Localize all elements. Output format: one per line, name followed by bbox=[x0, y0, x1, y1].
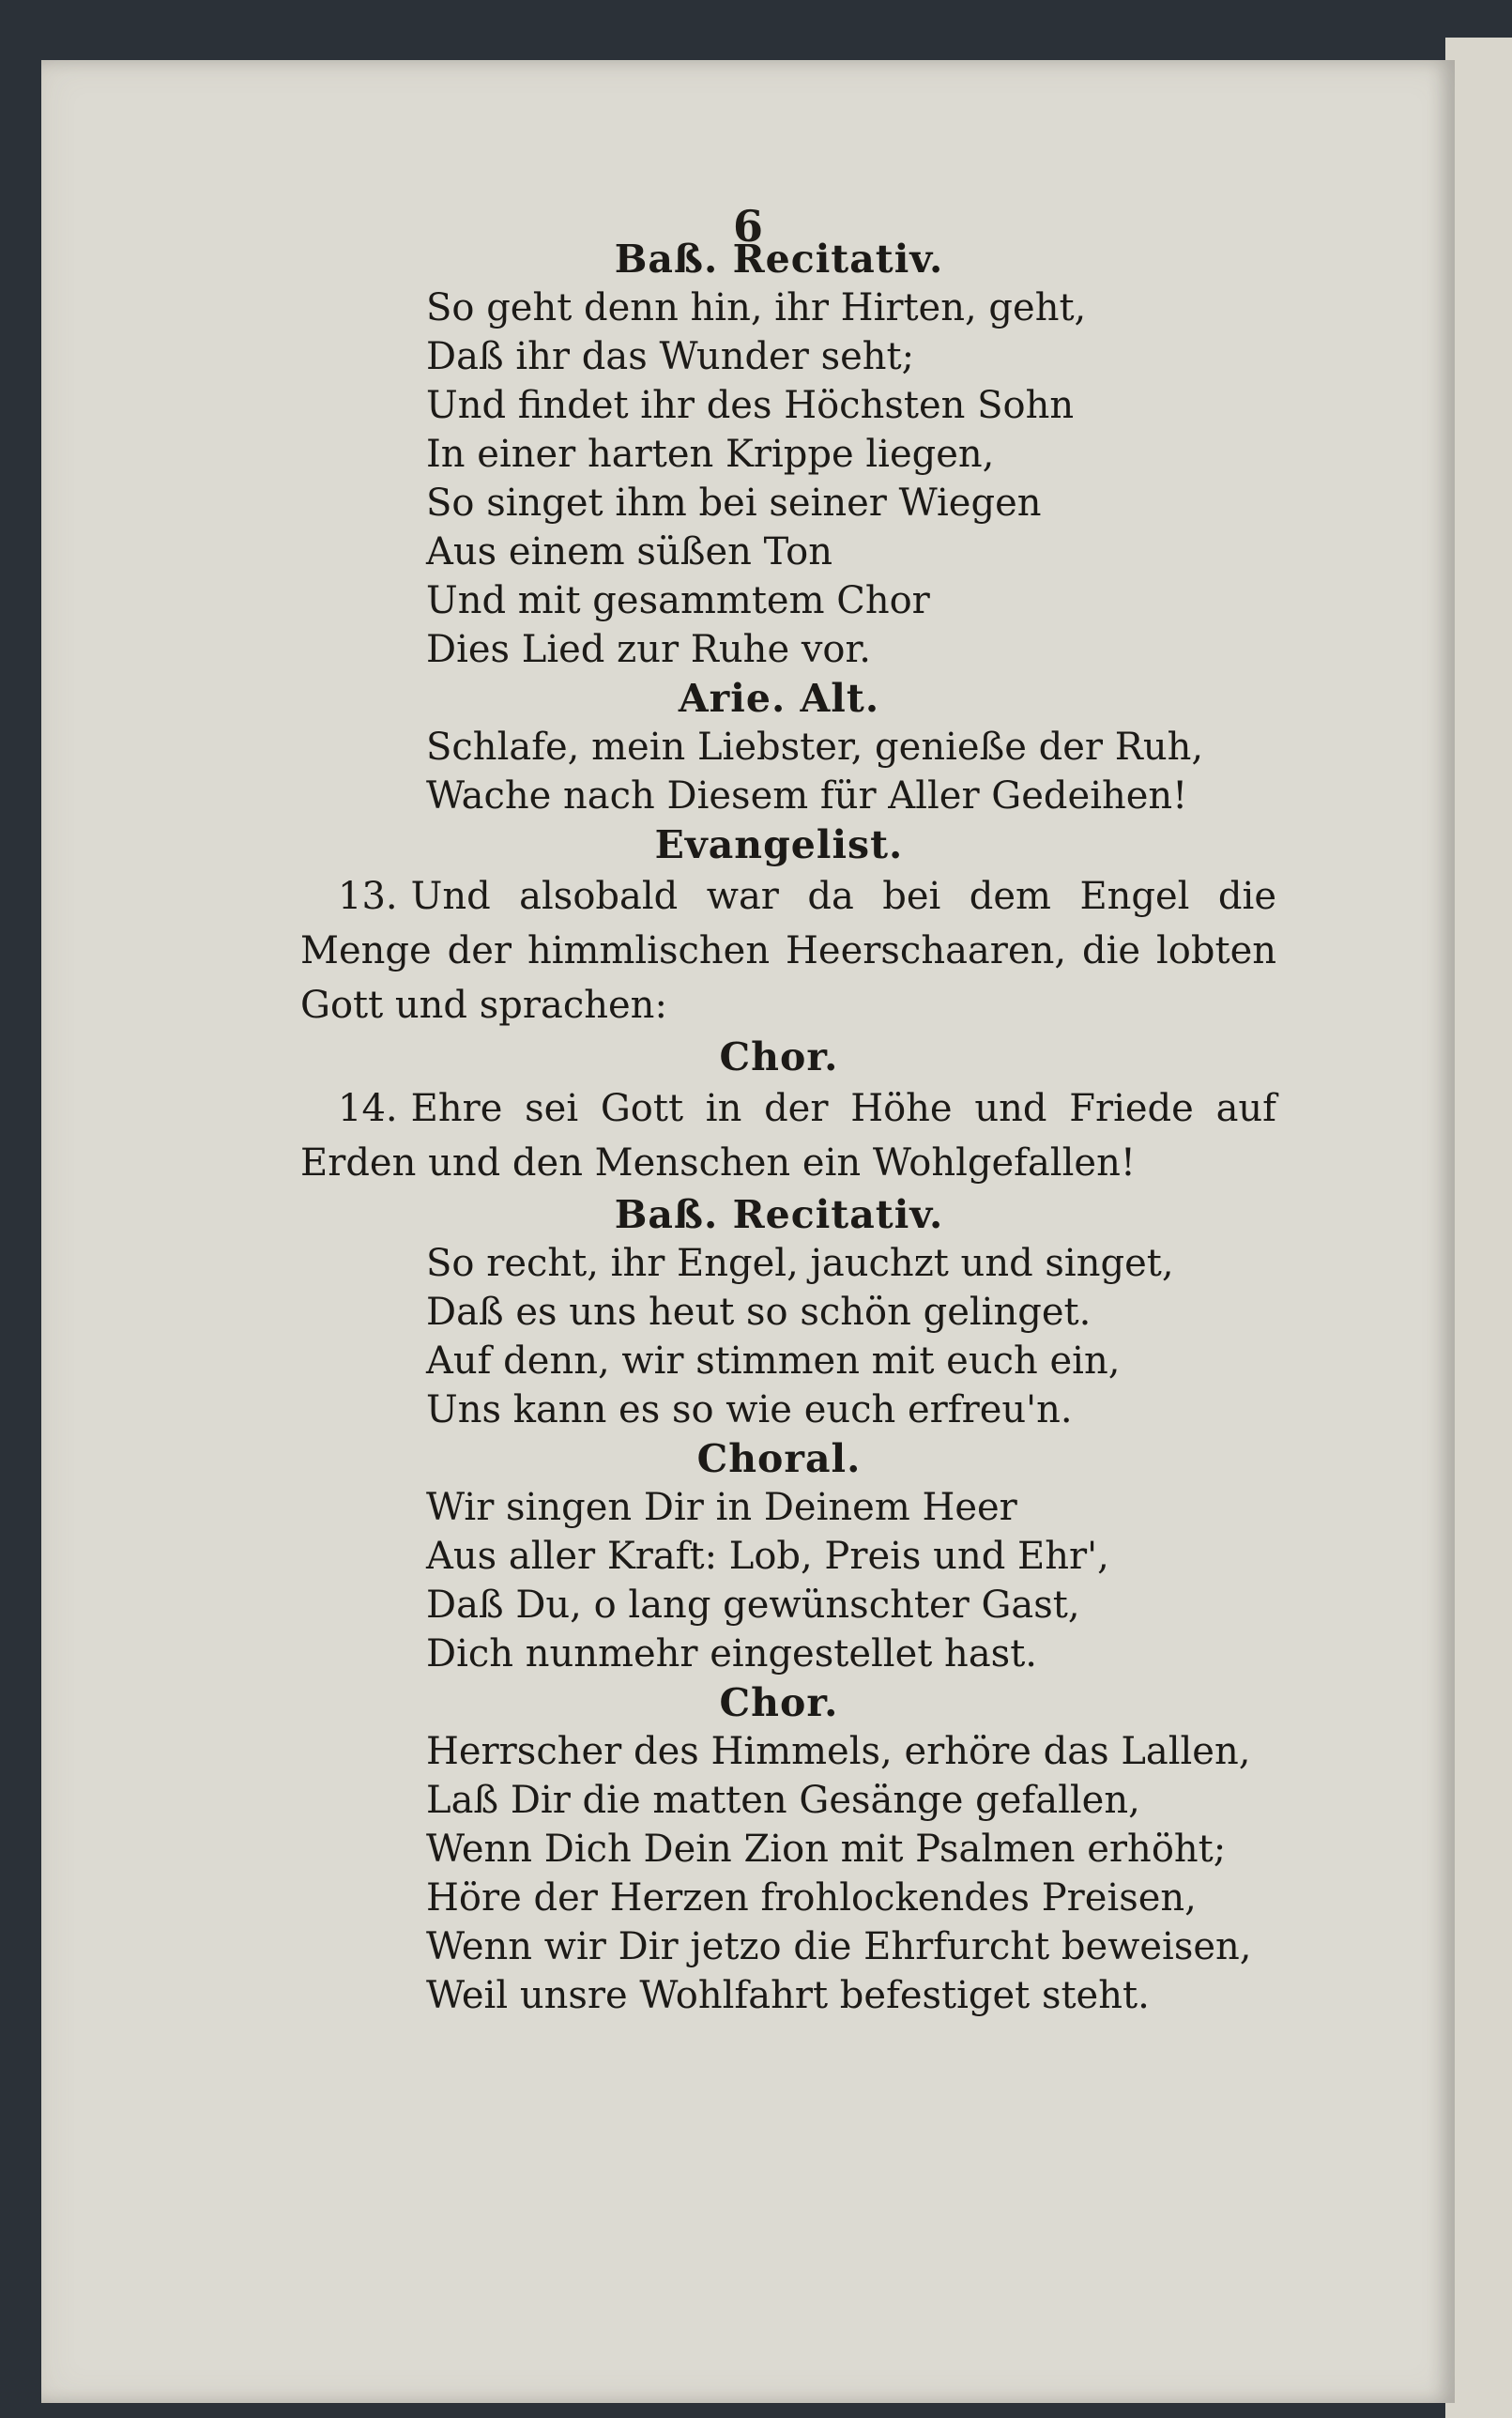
page-number: 6 bbox=[732, 201, 763, 252]
section-heading-bass-recitativ: Baß. Recitativ. bbox=[614, 237, 944, 282]
verse-line: Laß Dir die matten Gesänge gefallen, bbox=[426, 1779, 1140, 1822]
facing-page-edge bbox=[1445, 38, 1512, 2418]
verse-line: Weil unsre Wohlfahrt befestiget steht. bbox=[426, 1974, 1150, 2017]
section-heading-chor-2: Chor. bbox=[719, 1680, 839, 1725]
paragraph-number: 13. bbox=[338, 875, 398, 918]
section-heading-evangelist: Evangelist. bbox=[654, 822, 904, 867]
verse-line: Aus einem süßen Ton bbox=[426, 530, 833, 574]
verse-line: So recht, ihr Engel, jauchzt und singet, bbox=[426, 1242, 1174, 1285]
verse-line: Wenn Dich Dein Zion mit Psalmen erhöht; bbox=[426, 1828, 1227, 1871]
verse-line: Herrscher des Himmels, erhöre das Lallen, bbox=[426, 1730, 1251, 1773]
section-heading-choral: Choral. bbox=[696, 1436, 862, 1481]
verse-line: Und mit gesammtem Chor bbox=[426, 579, 930, 622]
verse-line: Daß ihr das Wunder seht; bbox=[426, 335, 915, 378]
verse-line: Daß Du, o lang gewünschter Gast, bbox=[426, 1584, 1080, 1627]
page-content bbox=[263, 235, 1295, 2020]
paragraph-text: Und alsobald war da bei dem Engel die Menge der himmlischen Heerschaaren, die lobten Gott und sprachen: bbox=[300, 875, 1276, 1027]
verse-line: Dich nunmehr eingestellet hast. bbox=[426, 1632, 1037, 1676]
paragraph-text: Ehre sei Gott in der Höhe und Friede auf Erden und den Menschen ein Wohlgefallen! bbox=[300, 1087, 1276, 1185]
verse-line: Daß es uns heut so schön gelinget. bbox=[426, 1291, 1092, 1334]
verse-line: Und findet ihr des Höchsten Sohn bbox=[426, 384, 1075, 427]
verse-line: So singet ihm bei seiner Wiegen bbox=[426, 482, 1042, 525]
verse-line: Aus aller Kraft: Lob, Preis und Ehr', bbox=[426, 1535, 1109, 1578]
verse-line: Wenn wir Dir jetzo die Ehrfurcht beweisen, bbox=[426, 1925, 1252, 1968]
verse-line: In einer harten Krippe liegen, bbox=[426, 433, 995, 476]
verse-line: Schlafe, mein Liebster, genieße der Ruh, bbox=[426, 726, 1204, 769]
verse-line: Höre der Herzen frohlockendes Preisen, bbox=[426, 1876, 1197, 1920]
verse-line: So geht denn hin, ihr Hirten, geht, bbox=[426, 286, 1087, 329]
verse-line: Uns kann es so wie euch erfreu'n. bbox=[426, 1388, 1073, 1431]
verse-line: Wache nach Diesem für Aller Gedeihen! bbox=[426, 774, 1188, 818]
numbered-paragraph-13 bbox=[263, 869, 1295, 1033]
section-heading-arie-alt: Arie. Alt. bbox=[678, 676, 880, 721]
verse-line: Wir singen Dir in Deinem Heer bbox=[426, 1486, 1017, 1529]
numbered-paragraph-14 bbox=[263, 1081, 1295, 1190]
paragraph-number: 14. bbox=[338, 1087, 398, 1130]
section-heading-bass-recitativ-2: Baß. Recitativ. bbox=[614, 1192, 944, 1237]
verse-line: Auf denn, wir stimmen mit euch ein, bbox=[426, 1339, 1121, 1383]
verse-line: Dies Lied zur Ruhe vor. bbox=[426, 628, 871, 671]
section-heading-chor: Chor. bbox=[719, 1034, 839, 1079]
